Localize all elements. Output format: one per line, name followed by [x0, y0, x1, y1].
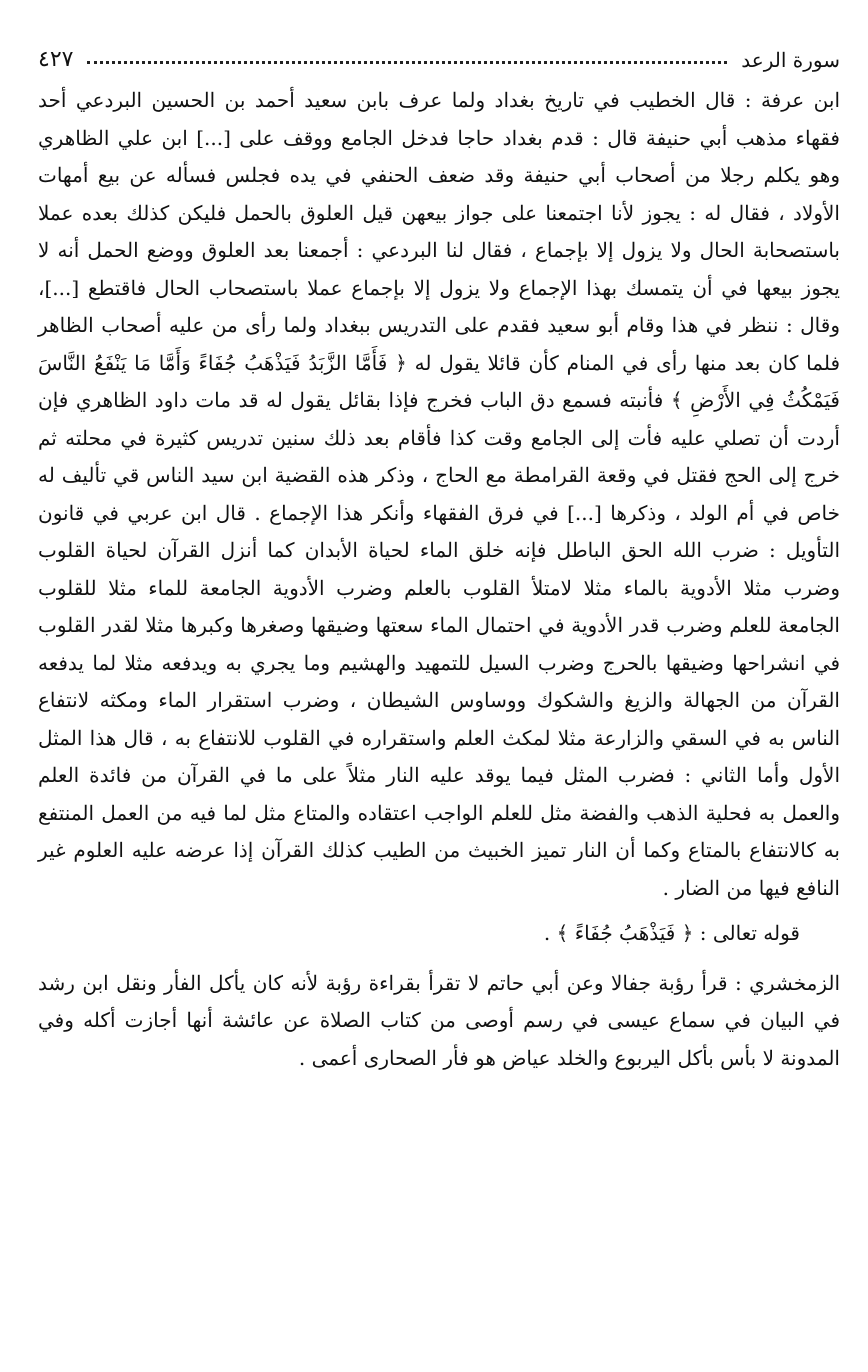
- header-dotted-leader: [87, 61, 727, 64]
- surah-title: سورة الرعد: [741, 48, 840, 72]
- page-number: ٤٢٧: [38, 47, 74, 72]
- running-header: [38, 40, 840, 80]
- book-page: [38, 40, 840, 1077]
- verse-heading: قوله تعالى : ﴿ فَيَذْهَبُ جُفَاءً ﴾ .: [543, 921, 800, 945]
- commentary-paragraph: ابن عرفة : قال الخطيب في تاريخ بغداد ولما عرف بابن سعيد أحمد بن الحسين البردعي أحد فقهاء مذهب أبي حنيفة قال : قدم بغداد حاجا فدخل الجامع ووقف على [...] ابن علي الظاهري وهو يكلم رجلا من أصحاب أبي حنيفة وقد ضعف الحنفي في يده فجلس فسأله عن بيع أمهات الأولاد ، فقال له : يجوز لأنا اجتمعنا على جواز بيعهن قيل العلوق بالحمل فليكن كذلك بعده عملا باستصحابة الحال ولا يزول إلا بإجماع ، فقال لنا البردعي : أجمعنا بعد العلوق ووضع الحمل أنه لا يجوز بيعها في أن يتمسك بهذا الإجماع ولا يزول إلا بإجماع عملا باستصحاب الحال فاقتطع [...]، وقال : ننظر في هذا وقام أبو سعيد فقدم على التدريس ببغداد ولما رأى من عليه أصحاب الظاهر فلما كان بعد منها رأى في المنام كأن قائلا يقول له ﴿ فَأَمَّا الزَّبَدُ فَيَذْهَبُ جُفَاءً وَأَمَّا مَا يَنْفَعُ النَّاسَ فَيَمْكُثُ فِي الأَرْضِ ﴾ فأنبته فسمع دق الباب فخرج فإذا بقائل يقول له قد مات داود الظاهري فإن أردت أن تصلي عليه فأت إلى الجامع وقت كذا فأقام بعد ذلك سنين تدريس كثيرة في محلته ثم خرج إلى الحج فقتل في وقعة القرامطة مع الحاج ، وذكر هذه القضية ابن سيد الناس قي تأليف له خاص في أم الولد ، وذكرها [...] في فرق الفقهاء وأنكر هذا الإجماع . قال ابن عربي في قانون التأويل : ضرب الله الحق الباطل فإنه خلق الماء لحياة الأبدان كما أنزل القرآن لحياة القلوب وضرب مثلا الأدوية بالماء مثلا لامتلأ القلوب بالعلم وضرب الأدوية الجامعة للماء مثلا للقلوب الجامعة للعلم وضرب قدر الأدوية في احتمال الماء سعتها وضيقها وصغرها وكبرها مثلا لقدر القلوب في انشراحها وضيقها بالحرج وضرب السيل للتمهيد والهشيم وما يجري به ويدفعه مثلا لما يدفعه القرآن من الجهالة والزيغ والشكوك ووساوس الشيطان ، وضرب استقرار الماء ومكثه لانتفاع الناس به في السقي والزارعة مثلا لمكث العلم واستقراره في القلوب للانتفاع به ، قال هذا المثل الأول وأما الثاني : فضرب المثل فيما يوقد عليه النار مثلاً على ما في القرآن من فائدة العلم والعمل به فحلية الذهب والفضة مثل للعلم الواجب اعتقاده والمتاع مثل لما فيه من العمل المنتفع به كالانتفاع بالمتاع وكما أن النار تميز الخبيث من الطيب كذلك القرآن إذا عرضه عليه العلوم غير النافع فيها من الضار .: [38, 88, 841, 900]
- commentary-paragraph-2: الزمخشري : قرأ رؤبة جفالا وعن أبي حاتم لا تقرأ بقراءة رؤبة لأنه كان يأكل الفأر ونقل ابن رشد في البيان في سماع عيسى في رسم أوصى من كتاب الصلاة عن عائشة أنها أجازت أكله وفي المدونة لا بأس بأكل اليربوع والخلد عياض هو فأر الصحارى أعمى .: [38, 970, 840, 1070]
